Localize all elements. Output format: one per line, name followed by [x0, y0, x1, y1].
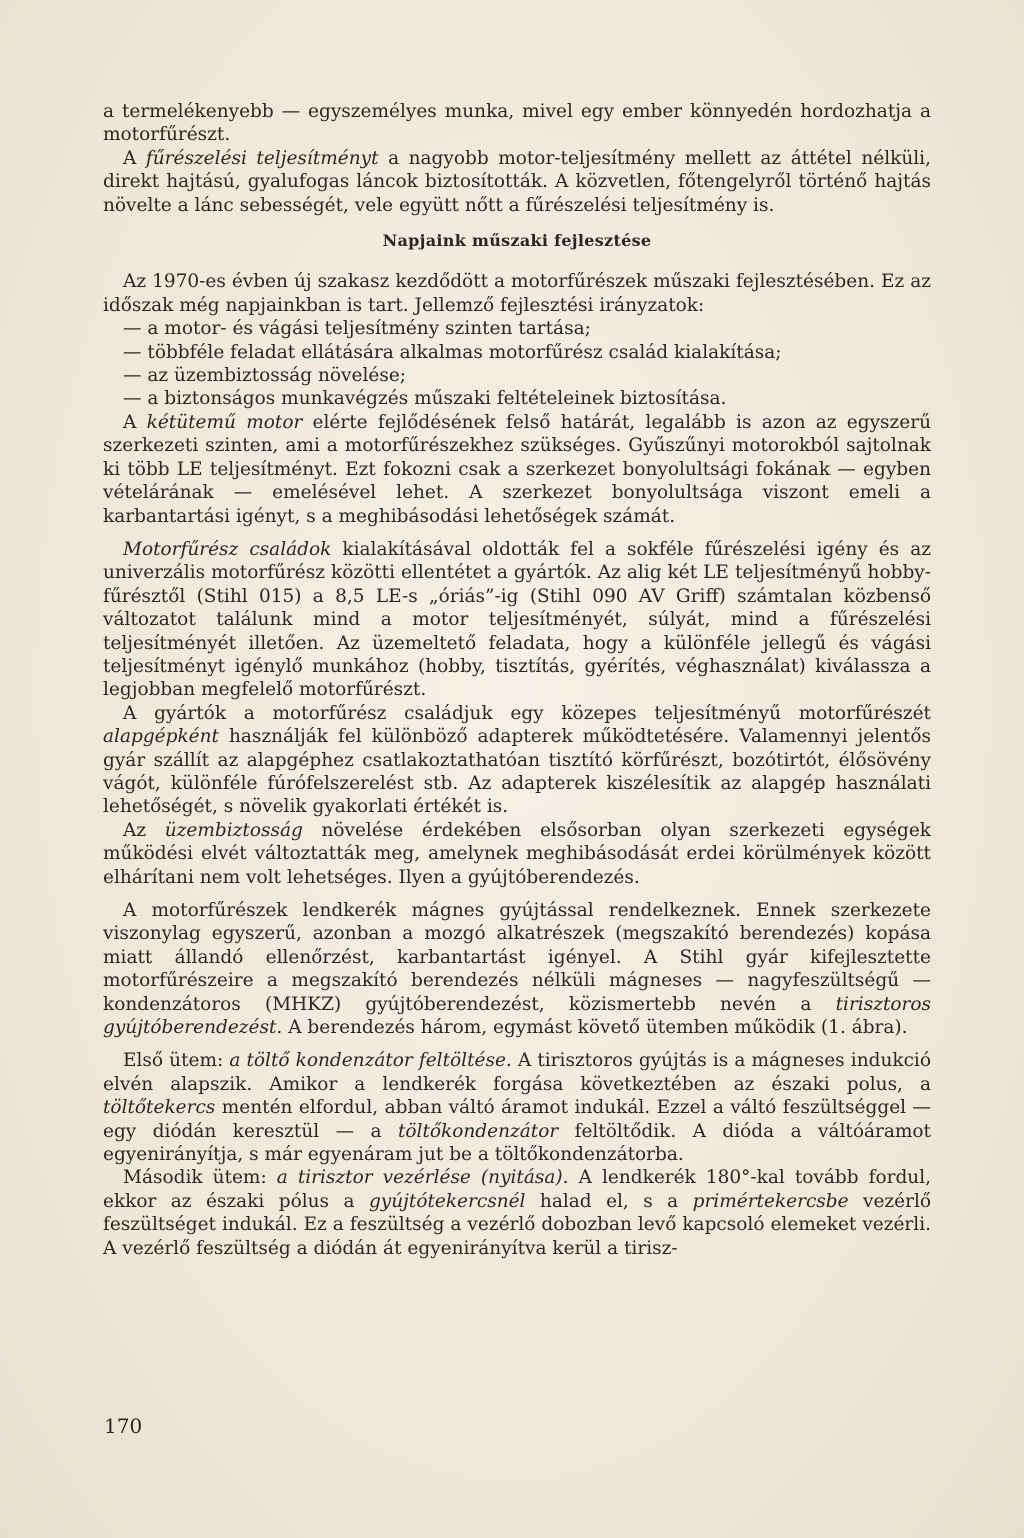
- text-run: mentén elfordul, abban váltó áramot indukál. Ezzel a váltó feszültséggel — egy diódán keresztül — a: [103, 1097, 931, 1142]
- emphasis: üzembiztosság: [164, 819, 303, 841]
- emphasis: gyújtótekercsnél: [368, 1190, 526, 1212]
- paragraph-1: [103, 100, 931, 147]
- paragraph-4: [103, 411, 931, 528]
- text-run: A: [123, 411, 147, 433]
- text-run: a nagyobb motor-teljesítmény mellett az áttétel nélküli, direkt hajtású, gyalufogas láncok biztosították. A közvetlen, főtengelyről történő hajtás növelte a lánc sebességét, vele együtt nőtt a fűrészelési teljesítmény is.: [103, 147, 931, 216]
- paragraph-8: [103, 899, 931, 1039]
- text-run: vezérlő feszültséget indukál. Ez a feszültség a vezérlő dobozban levő kapcsoló elemeket vezérli. A vezérlő feszültség a diódán át egyenirányítva kerül a tirisz-: [103, 1190, 932, 1259]
- text-run: kialakításával oldották fel a sokféle fűrészelési igény és az univerzális motorfűrész közötti ellentétet a gyártók. Az alig két LE teljesítményű hobby-fűrésztől (Stihl 015) a 8,5 LE-s „óriás”-ig (Stihl 090 AV Griff) számtalan közbenső változatot találunk mind a motor teljesítményét, súlyát, mind a fűrészelési teljesítményét illetően. Az üzemeltető feladata, hogy a különféle jellegű és vágási teljesítményt igénylő munkához (hobby, tisztítás, gyérítés, véghasználat) kiválassza a legjobban megfelelő motorfűrészt.: [103, 538, 931, 701]
- page-number: 170: [104, 1414, 143, 1438]
- body-text: [103, 100, 931, 1260]
- paragraph-2: [103, 147, 931, 217]
- emphasis: primértekercsbe: [692, 1190, 849, 1212]
- paragraph-3: [103, 270, 931, 317]
- paragraph-7: [103, 819, 931, 889]
- text-run: A tirisztoros gyújtás is a mágneses indukció elvén alapszik. Amikor a lendkerék forgása következtében az északi polus, a: [103, 1050, 931, 1095]
- text-run: feltöltődik. A dióda a váltóáramot egyenirányítja, s már egyenáram jut be a töltőkondenzátorba.: [103, 1120, 931, 1166]
- list-item: — a motor- és vágási teljesítmény szinten tartása;: [123, 318, 591, 340]
- emphasis: a tirisztor vezérlése (nyitása).: [276, 1167, 569, 1189]
- emphasis: töltőkondenzátor: [397, 1120, 559, 1142]
- text-run: növelése érdekében elsősorban olyan szerkezeti egységek működési elvét változtatták meg, amelynek meghibásodását erdei körülmények között elhárítani nem volt lehetséges. Ilyen a gyújtóberendezés.: [103, 819, 931, 888]
- text-run: A motorfűrészek lendkerék mágnes gyújtással rendelkeznek. Ennek szerkezete viszonylag egyszerű, azonban a mozgó alkatrészek (megszakító berendezés) kopása miatt állandó ellenőrzést, karbantartást igényel. A Stihl gyár kifejlesztette motorfűrészeire a megszakító berendezés nélküli mágneses — nagyfeszültségű — kondenzátoros (MHKZ) gyújtóberendezést, közismertebb nevén a: [103, 900, 931, 1015]
- paragraph-10: [103, 1166, 931, 1260]
- section-heading: Napjaink műszaki fejlesztése: [382, 231, 652, 251]
- text-run: A lendkerék 180°-kal tovább fordul, ekkor az északi pólus a: [103, 1167, 931, 1212]
- emphasis: alapgépként: [103, 726, 219, 748]
- text-run: a termelékenyebb — egyszemélyes munka, mivel egy ember könnyedén hordozhatja a motorfűrészt.: [103, 101, 931, 146]
- emphasis: a töltő kondenzátor feltöltése.: [229, 1050, 512, 1072]
- list-item: — az üzembiztosság növelése;: [123, 365, 407, 387]
- text-run: halad el, s a: [525, 1190, 693, 1212]
- emphasis: fűrészelési teljesítményt: [145, 147, 379, 169]
- text-run: használják fel különböző adapterek működtetésére. Valamennyi jelentős gyár szállít az alapgéphez csatlakoztathatóan tisztító körfűrészt, bozótirtót, élősövény vágót, különféle fúrófelszerelést stb. Az adapterek kiszélesítik az alapgép használati lehetőségét, s növelik gyakorlati értékét is.: [103, 726, 931, 818]
- list-item: — a biztonságos munkavégzés műszaki feltételeinek biztosítása.: [123, 388, 727, 410]
- text-run: Második ütem:: [123, 1167, 277, 1189]
- text-run: A gyártók a motorfűrész családjuk egy közepes teljesítményű motorfűrészét: [123, 702, 931, 724]
- paragraph-9: [103, 1049, 931, 1166]
- paragraph-5: [103, 538, 931, 702]
- text-run: Az: [123, 819, 165, 841]
- emphasis: töltőtekercs: [103, 1097, 216, 1119]
- emphasis: tirisztoros gyújtóberendezést.: [103, 993, 931, 1039]
- paragraph-6: [103, 702, 931, 819]
- text-run: A berendezés három, egymást követő ütemben működik (1. ábra).: [282, 1017, 908, 1039]
- text-run: Első ütem:: [123, 1050, 230, 1072]
- list-item: — többféle feladat ellátására alkalmas motorfűrész család kialakítása;: [123, 341, 782, 363]
- text-run: elérte fejlődésének felső határát, legalább is azon az egyszerű szerkezeti szinten, ami a motorfűrészekhez szükséges. Gyűszűnyi motorokból sajtolnak ki több LE teljesítményt. Ezt fokozni csak a szerkezet bonyolultsági fokának — egyben vételárának — emelésével lehet. A szerkezet bonyolultsága viszont emeli a karbantartási igényt, s a meghibásodási lehetőségek számát.: [103, 411, 931, 527]
- text-run: Az 1970-es évben új szakasz kezdődött a motorfűrészek műszaki fejlesztésében. Ez az időszak még napjainkban is tart. Jellemző fejlesztési irányzatok:: [103, 271, 931, 316]
- text-run: A: [123, 147, 146, 169]
- emphasis: Motorfűrész családok: [123, 538, 332, 560]
- emphasis: kétütemű motor: [146, 411, 303, 433]
